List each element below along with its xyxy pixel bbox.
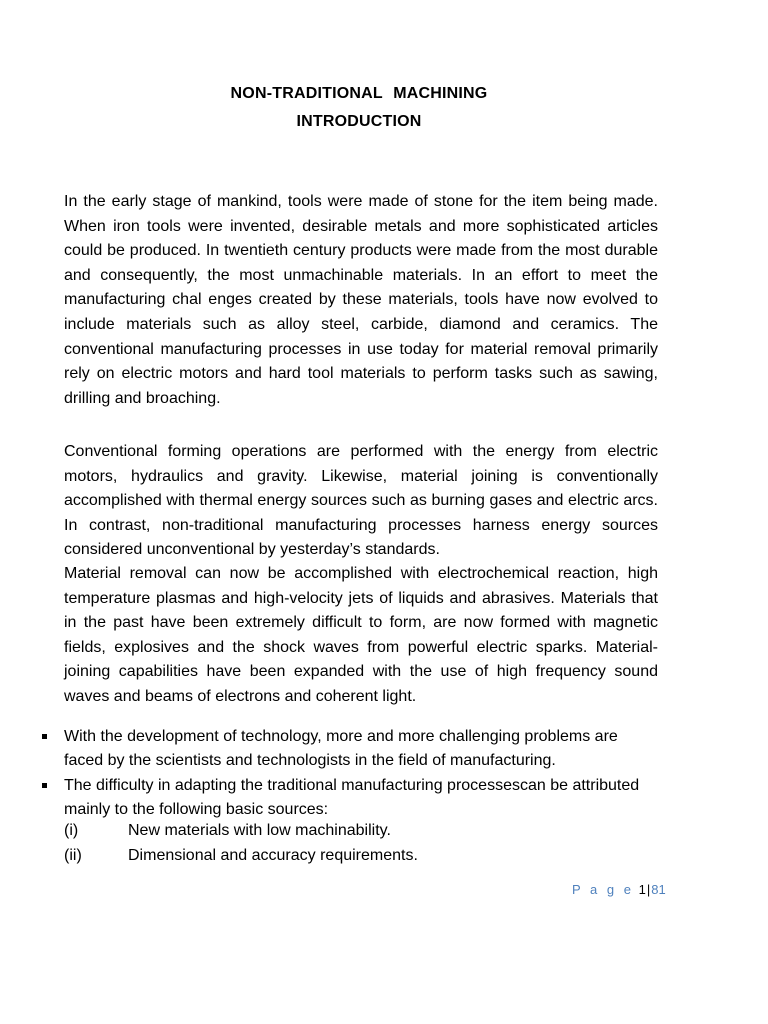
- bullet-text: The difficulty in adapting the traditional manufacturing processescan be attributed mainly to the following basic sources:: [64, 777, 640, 818]
- total-pages: 81: [651, 882, 666, 897]
- paragraph-conventional-forming: Conventional forming operations are performed with the energy from electric motors, hydraulics and gravity. Likewise, material joining is conventionally accomplished with thermal energy sources such as burning gases and electric arcs. In contrast, non-traditional manufacturing processes harness energy sources considered unconventional by yesterday’s standards.: [64, 443, 658, 559]
- list-item: [40, 725, 660, 773]
- list-item: [64, 818, 624, 843]
- numbered-sublist: [64, 818, 624, 868]
- square-bullet-icon: [42, 734, 47, 739]
- page-number: 1: [638, 882, 646, 897]
- page-footer: [572, 882, 666, 897]
- bullet-text: With the development of technology, more and more challenging problems are faced by the scientists and technologists in the field of manufacturing.: [64, 728, 618, 769]
- bullet-list: [40, 725, 660, 823]
- square-bullet-icon: [42, 783, 47, 788]
- paragraph-early-tools: In the early stage of mankind, tools were made of stone for the item being made. When iron tools were invented, desirable metals and more sophisticated articles could be produced. In twentieth century products were made from the most durable and consequently, the most unmachinable materials. In an effort to meet the manufacturing chal enges created by these materials, tools have now evolved to include materials such as alloy steel, carbide, diamond and ceramics. The conventional manufacturing processes in use today for material removal primarily rely on electric motors and hard tool materials to perform tasks such as sawing, drilling and broaching.: [64, 193, 658, 407]
- paragraph-material-removal: Material removal can now be accomplished with electrochemical reaction, high temperature plasmas and high-velocity jets of liquids and abrasives. Materials that in the past have been extremely difficult to form, are now formed with magnetic fields, explosives and the shock waves from powerful electric sparks. Material-joining capabilities have been expanded with the use of high frequency sound waves and beams of electrons and coherent light.: [64, 565, 658, 705]
- subitem-text: New materials with low machinability.: [128, 822, 391, 839]
- page-label: P a g e: [572, 882, 634, 897]
- page-separator: |: [646, 882, 651, 897]
- document-title: NON-TRADITIONAL MACHINING: [230, 85, 488, 102]
- list-item: [40, 774, 660, 822]
- roman-numeral: (i): [64, 822, 79, 839]
- roman-numeral: (ii): [64, 847, 82, 864]
- subitem-text: Dimensional and accuracy requirements.: [128, 847, 418, 864]
- document-subtitle: INTRODUCTION: [296, 113, 422, 130]
- list-item: [64, 843, 624, 868]
